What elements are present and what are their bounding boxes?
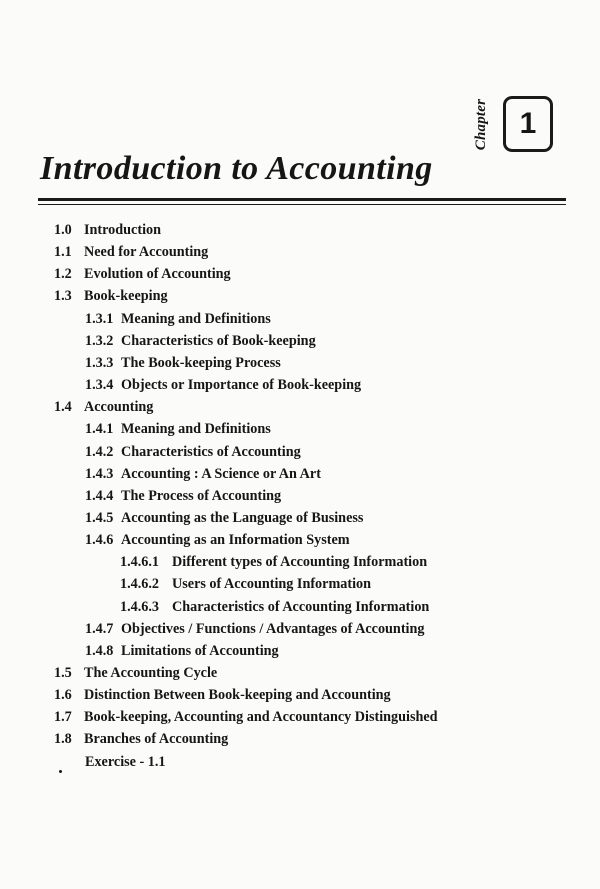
toc-entry-number: 1.4 [54, 399, 72, 416]
toc-entry-number: 1.7 [54, 709, 72, 726]
toc-entry-title: Branches of Accounting [84, 731, 229, 748]
toc-entry-title: Characteristics of Accounting [121, 443, 301, 460]
toc-entry [54, 709, 438, 726]
toc-entry-number: 1.1 [54, 244, 72, 261]
toc-entry-title: Users of Accounting Information [172, 576, 372, 593]
toc-entry-title: The Process of Accounting [121, 487, 282, 504]
toc-entry [85, 510, 363, 527]
toc-entry [85, 754, 166, 771]
toc-entry-title: Objects or Importance of Book-keeping [121, 377, 362, 394]
toc-entry [120, 554, 427, 571]
toc-entry-number: 1.3.1 [85, 310, 114, 327]
toc-entry [120, 576, 371, 593]
chapter-label-text: Chapter [473, 98, 490, 150]
toc-entry-number: 1.3.2 [85, 332, 114, 349]
toc-entry-title: Distinction Between Book-keeping and Accounting [84, 687, 391, 704]
toc-entry-number: 1.4.5 [85, 509, 114, 526]
toc-entry-number: 1.4.4 [85, 487, 114, 504]
toc-entry-number: 1.4.8 [85, 642, 114, 659]
toc-entry [85, 621, 424, 638]
toc-entry [54, 687, 391, 704]
toc-entry [85, 532, 350, 549]
toc-entry-title: Meaning and Definitions [121, 310, 271, 327]
toc-entry-number: 1.8 [54, 731, 72, 748]
chapter-label [471, 92, 493, 156]
toc-entry-number: 1.4.3 [85, 465, 114, 482]
toc-entry [85, 377, 361, 394]
toc-entry-title: Book-keeping, Accounting and Accountancy Distinguished [84, 709, 438, 726]
toc-entry [54, 222, 161, 239]
title-divider-thick [38, 198, 566, 201]
toc-entry [85, 311, 271, 328]
toc-entry-title: The Book-keeping Process [121, 354, 281, 371]
toc-entry-number: 1.4.1 [85, 421, 114, 438]
toc-entry [85, 333, 316, 350]
toc-entry-title: Accounting as an Information System [121, 532, 350, 549]
toc-entry-title: Objectives / Functions / Advantages of Accounting [121, 620, 425, 637]
toc-entry [54, 665, 217, 682]
toc-entry [85, 466, 321, 483]
toc-entry [120, 599, 429, 616]
title-divider-thin [38, 204, 566, 205]
toc-entry-number: 1.4.6.3 [120, 598, 160, 615]
toc-entry-number: 1.6 [54, 687, 72, 704]
toc-entry [54, 266, 231, 283]
toc-entry-number: 1.4.6.1 [120, 554, 160, 571]
toc-entry-title: Limitations of Accounting [121, 642, 279, 659]
toc-entry-title: Accounting as the Language of Business [121, 509, 364, 526]
toc-entry-title: Accounting : A Science or An Art [121, 465, 321, 482]
toc-entry-title: Need for Accounting [84, 244, 209, 261]
toc-entry-title: Introduction [84, 222, 161, 238]
toc-entry-title: Characteristics of Book-keeping [121, 332, 316, 349]
toc-entry-number: 1.4.2 [85, 443, 114, 460]
toc-entry-title: Characteristics of Accounting Information [172, 598, 430, 615]
chapter-number: 1 [519, 107, 537, 140]
toc-entry-title: Different types of Accounting Information [172, 554, 428, 571]
exercise-bullet [59, 770, 62, 773]
toc-entry-title: Book-keeping [84, 288, 168, 305]
toc-entry [54, 244, 208, 261]
chapter-number-box [503, 96, 553, 152]
toc-entry-title: The Accounting Cycle [84, 665, 218, 681]
chapter-title: Introduction to Accounting [40, 150, 433, 187]
toc-entry [54, 288, 168, 305]
toc-entry-title: Meaning and Definitions [121, 421, 271, 438]
toc-entry [85, 444, 301, 461]
toc-entry-number: 1.3 [54, 288, 72, 305]
toc-entry-title: Evolution of Accounting [84, 266, 231, 283]
toc-entry [85, 421, 271, 438]
toc-entry-number: 1.3.3 [85, 354, 114, 371]
toc-entry-number: 1.2 [54, 266, 72, 283]
toc-entry [85, 355, 281, 372]
toc-entry [54, 399, 153, 416]
toc-entry-number: 1.4.6.2 [120, 576, 160, 593]
toc-entry-title: Exercise - 1.1 [85, 753, 166, 770]
toc-entry-number: 1.4.6 [85, 532, 114, 549]
toc-entry [85, 643, 279, 660]
toc-entry-number: 1.5 [54, 665, 72, 681]
toc-entry [54, 731, 228, 748]
toc-entry-number: 1.4.7 [85, 620, 114, 637]
toc-entry [85, 488, 281, 505]
toc-entry-title: Accounting [84, 399, 154, 416]
toc-entry-number: 1.0 [54, 222, 72, 238]
toc-entry-number: 1.3.4 [85, 377, 114, 394]
